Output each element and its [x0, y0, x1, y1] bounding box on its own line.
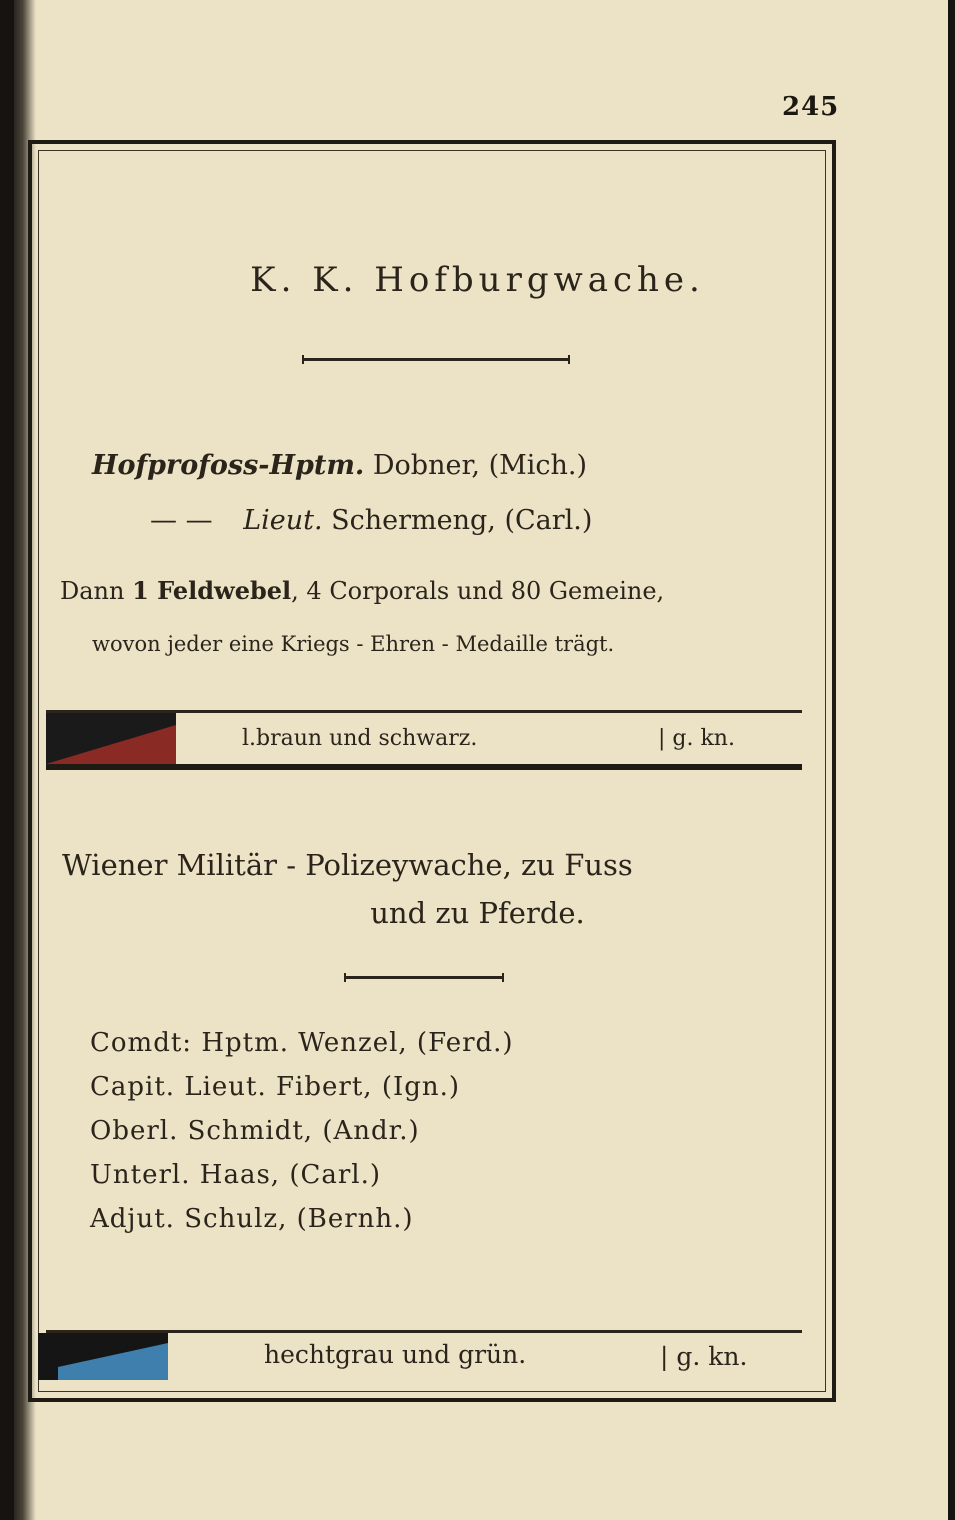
- officer1-name: Dobner, (Mich.): [372, 450, 588, 481]
- officer2-name: Schermeng, (Carl.): [331, 505, 593, 536]
- uniform-band-1: [46, 710, 802, 770]
- section1-divider: [302, 358, 570, 361]
- uniform-colors-2: hechtgrau und grün.: [264, 1340, 527, 1369]
- officer1-line: [92, 450, 587, 481]
- roster-item: Unterl. Haas, (Carl.): [90, 1160, 382, 1190]
- page-number: 245: [782, 92, 840, 122]
- uniform-buttons-2: | g. kn.: [660, 1342, 748, 1371]
- uniform-buttons-1: | g. kn.: [658, 726, 735, 751]
- officer2-dashes: — —: [150, 505, 213, 536]
- section2-title-line2: und zu Pferde.: [370, 896, 585, 930]
- roster-item: Capit. Lieut. Fibert, (Ign.): [90, 1072, 461, 1102]
- staff-line-1-c: , 4 Corporals und 80 Gemeine,: [291, 577, 665, 605]
- uniform-colors-1: l.braun und schwarz.: [242, 726, 478, 751]
- officer2-rank: Lieut.: [243, 505, 323, 536]
- section1-title: K. K. Hofburgwache.: [250, 260, 705, 300]
- color-swatch-1: [46, 713, 176, 764]
- roster-item: Comdt: Hptm. Wenzel, (Ferd.): [90, 1028, 514, 1058]
- color-swatch-2: [38, 1333, 168, 1380]
- staff-line-2: wovon jeder eine Kriegs - Ehren - Medaille trägt.: [92, 632, 615, 656]
- uniform-band-2: [46, 1330, 802, 1386]
- staff-line-1-a: Dann: [60, 577, 125, 605]
- staff-line-1: [60, 576, 664, 605]
- section2-title-line1: Wiener Militär - Polizeywache, zu Fuss: [62, 848, 633, 882]
- section2-divider: [344, 976, 504, 979]
- officer2-line: [150, 505, 592, 536]
- roster-item: Oberl. Schmidt, (Andr.): [90, 1116, 420, 1146]
- roster-item: Adjut. Schulz, (Bernh.): [90, 1204, 414, 1234]
- staff-line-1-b: 1 Feldwebel: [132, 576, 292, 605]
- officer1-rank: Hofprofoss-Hptm.: [92, 450, 365, 481]
- band-bottom-rule: [46, 764, 802, 770]
